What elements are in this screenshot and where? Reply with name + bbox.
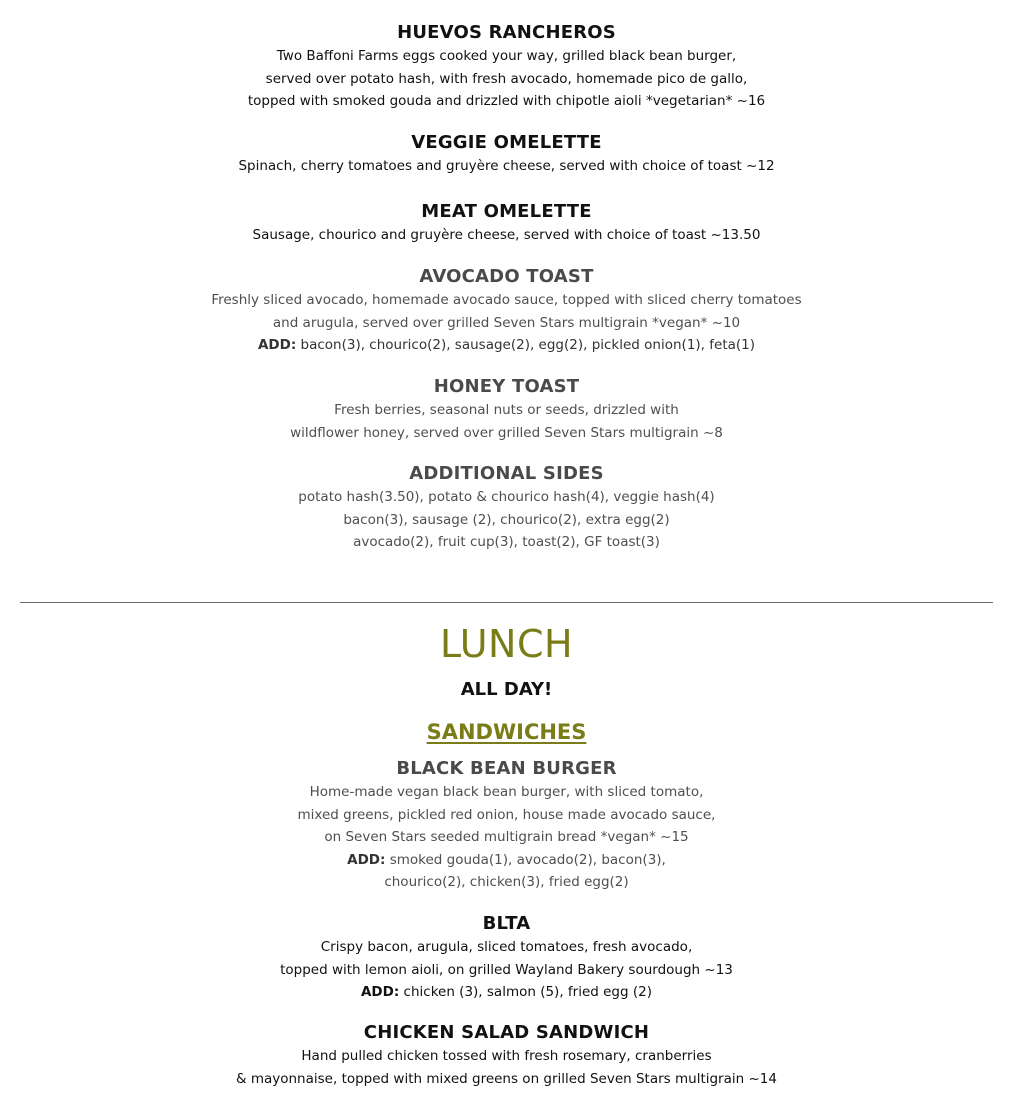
item-description: Freshly sliced avocado, homemade avocado sauce, topped with sliced cherry tomatoes and arugula, served over grilled Seven Stars multigrain *vegan* ~10 (211, 292, 802, 331)
add-ons-text: smoked gouda(1), avocado(2), bacon(3), (385, 851, 666, 868)
add-ons-line (0, 981, 1013, 1004)
item-title: ADDITIONAL SIDES (409, 463, 604, 484)
add-label: ADD: (347, 851, 386, 868)
item-description: Sausage, chourico and gruyère cheese, served with choice of toast ~13.50 (252, 227, 761, 243)
item-description: potato hash(3.50), potato & chourico hash(4), veggie hash(4) bacon(3), sausage (2), chourico(2), extra egg(2) avocado(2), fruit cup(3), toast(2), GF toast(3) (298, 489, 715, 550)
menu-item-huevos-rancheros (0, 22, 1013, 113)
add-label: ADD: (360, 984, 400, 1000)
menu-item-additional-sides (0, 463, 1013, 554)
menu-item-chicken-salad-sandwich (0, 1022, 1013, 1090)
item-description: Home-made vegan black bean burger, with sliced tomato, mixed greens, pickled red onion, house made avocado sauce, on Seven Stars seeded multigrain bread *vegan* ~15 (297, 784, 716, 845)
cut-off-heading (0, 0, 1013, 2)
add-ons-text: bacon(3), chourico(2), sausage(2), egg(2), pickled onion(1), feta(1) (296, 337, 756, 353)
add-ons-line-2: chourico(2), chicken(3), fried egg(2) (384, 874, 629, 890)
item-description: Two Baffoni Farms eggs cooked your way, grilled black bean burger, served over potato hash, with fresh avocado, homemade pico de gallo, topped with smoked gouda and drizzled with chipotle aioli *vegetarian* ~16 (247, 48, 766, 109)
item-title: BLTA (482, 913, 531, 934)
menu-item-meat-omelette (0, 201, 1013, 247)
add-ons-line (0, 849, 1013, 872)
add-ons-line (0, 334, 1013, 357)
sandwiches-heading (0, 719, 1013, 745)
add-ons-text: chicken (3), salmon (5), fried egg (2) (399, 984, 652, 1000)
item-title: AVOCADO TOAST (419, 266, 594, 287)
menu-item-veggie-omelette (0, 132, 1013, 178)
item-description: Fresh berries, seasonal nuts or seeds, drizzled with wildflower honey, served over grilled Seven Stars multigrain ~8 (290, 402, 723, 441)
item-title: BLACK BEAN BURGER (396, 758, 617, 779)
menu-item-blta (0, 913, 1013, 1004)
item-title: CHICKEN SALAD SANDWICH (363, 1022, 650, 1043)
item-description: Crispy bacon, arugula, sliced tomatoes, fresh avocado, topped with lemon aioli, on grilled Wayland Bakery sourdough ~13 (280, 939, 733, 978)
item-description: Hand pulled chicken tossed with fresh rosemary, cranberries & mayonnaise, topped with mixed greens on grilled Seven Stars multigrain ~14 (236, 1048, 777, 1087)
section-divider (20, 602, 993, 603)
menu-item-avocado-toast (0, 266, 1013, 357)
menu-item-honey-toast (0, 376, 1013, 444)
item-title: VEGGIE OMELETTE (411, 132, 602, 153)
item-description: Spinach, cherry tomatoes and gruyère cheese, served with choice of toast ~12 (238, 158, 775, 174)
item-title: HONEY TOAST (433, 376, 580, 397)
sandwiches-label: SANDWICHES (426, 720, 587, 744)
item-title: MEAT OMELETTE (421, 201, 592, 222)
add-label: ADD: (257, 337, 297, 353)
lunch-subheading: ALL DAY! (460, 679, 553, 700)
item-title: HUEVOS RANCHEROS (397, 22, 616, 43)
menu-item-black-bean-burger (0, 758, 1013, 894)
lunch-heading: LUNCH (439, 622, 574, 666)
